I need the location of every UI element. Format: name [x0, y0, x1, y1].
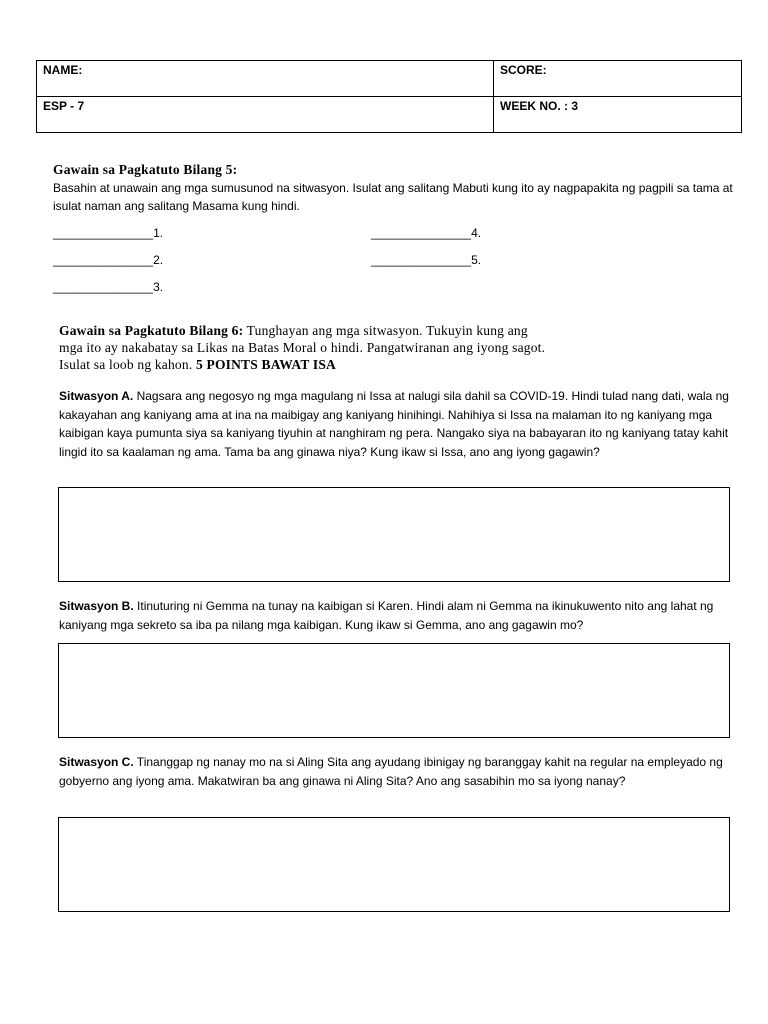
- week-cell: WEEK NO. : 3: [494, 97, 742, 133]
- subject-cell: ESP - 7: [37, 97, 494, 133]
- activity-6-line-3: [59, 356, 699, 373]
- situation-a: [59, 387, 739, 461]
- activity-5-section: [53, 162, 743, 215]
- answer-blank-1[interactable]: _______________1.: [53, 226, 164, 240]
- situation-b-label: Sitwasyon B.: [59, 599, 134, 613]
- activity-6-instruction-c: Isulat sa loob ng kahon.: [59, 357, 193, 372]
- student-info-table: [36, 60, 742, 133]
- score-cell[interactable]: SCORE:: [494, 61, 742, 97]
- situation-a-text: Nagsara ang negosyo ng mga magulang ni Issa at nalugi sila dahil sa COVID-19. Hindi tulad nang dati, wala ng kakayahan ang kaniyang ama at ina na maibigay ang kaniyang hinihingi. Nahihiya si Issa na malaman ito ng kaniyang mga kaibigan kaya pumunta siya sa kaniyang tiyuhin at nanghiram ng pera. Nangako siya na babayaran ito ng kaniyang tatay kahit lingid ito sa kaalaman ng ama. Tama ba ang ginawa niya? Kung ikaw si Issa, ano ang iyong gagawin?: [59, 389, 729, 459]
- answer-box-b[interactable]: [58, 643, 730, 738]
- situation-a-label: Sitwasyon A.: [59, 389, 134, 403]
- answer-blank-4[interactable]: _______________4.: [371, 226, 482, 240]
- activity-6-instruction-a: Tunghayan ang mga sitwasyon. Tukuyin kung ang: [243, 323, 528, 338]
- answer-blank-5[interactable]: _______________5.: [371, 253, 482, 267]
- situation-b-text: Itinuturing ni Gemma na tunay na kaibigan si Karen. Hindi alam ni Gemma na ikinukuwento nito ang lahat ng kaniyang mga sekreto sa iba pa nilang mga kaibigan. Kung ikaw si Gemma, ano ang gagawin mo?: [59, 599, 714, 632]
- situation-b: [59, 597, 739, 634]
- name-cell[interactable]: NAME:: [37, 61, 494, 97]
- activity-6-line-2: mga ito ay nakabatay sa Likas na Batas Moral o hindi. Pangatwiranan ang iyong sagot.: [59, 340, 546, 355]
- activity-6-title: Gawain sa Pagkatuto Bilang 6:: [59, 323, 244, 338]
- answer-box-c[interactable]: [58, 817, 730, 912]
- situation-c: [59, 753, 739, 790]
- answer-box-a[interactable]: [58, 487, 730, 582]
- answer-blank-3[interactable]: _______________3.: [53, 280, 164, 294]
- activity-5-title: Gawain sa Pagkatuto Bilang 5:: [53, 162, 238, 177]
- situation-c-text: Tinanggap ng nanay mo na si Aling Sita ang ayudang ibinigay ng baranggay kahit na regular na empleyado ng gobyerno ang iyong ama. Makatwiran ba ang ginawa ni Aling Sita? Ano ang sasabihin mo sa iyong nanay?: [59, 755, 723, 788]
- activity-6-section: [59, 322, 699, 373]
- situation-c-label: Sitwasyon C.: [59, 755, 134, 769]
- points-note: 5 POINTS BAWAT ISA: [192, 357, 336, 372]
- activity-5-instructions: Basahin at unawain ang mga sumusunod na sitwasyon. Isulat ang salitang Mabuti kung ito ay nagpapakita ng pagpili sa tama at isulat naman ang salitang Masama kung hindi.: [53, 181, 733, 213]
- answer-blank-2[interactable]: _______________2.: [53, 253, 164, 267]
- activity-6-line-1: [59, 322, 699, 339]
